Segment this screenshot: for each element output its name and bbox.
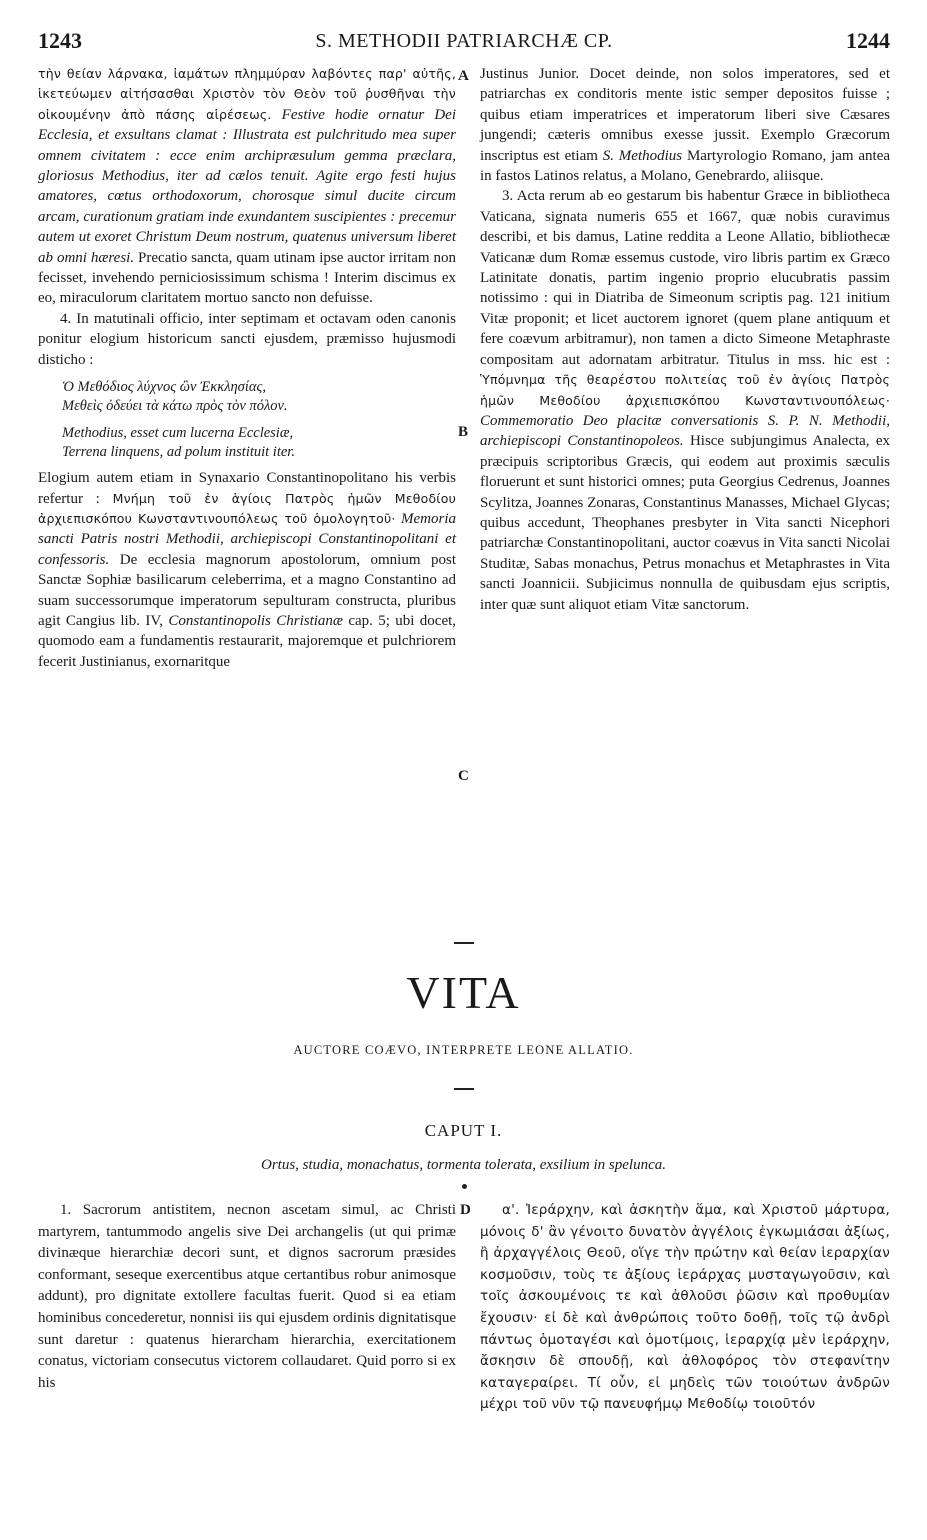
margin-letter-c: C [458, 768, 469, 784]
distich-latin-line-2: Terrena linquens, ad polum instituit iter. [62, 444, 295, 461]
section-title: VITA [406, 967, 521, 1018]
distich-greek [62, 378, 456, 416]
citation-title: Constantinopolis Christianæ [168, 612, 343, 629]
right-column-top [480, 64, 890, 615]
latin-italic-text: Memoria sancti Patris nostri Methodii, archiepiscopi Constantinopolitani et confessoris. [38, 510, 457, 568]
divider-rule [454, 1088, 474, 1090]
latin-title-italic: Commemoratio Deo placitæ conversationis S. P. N. Methodii, archiepiscopi Constantinopoleos. [480, 412, 890, 450]
paragraph-text: Hisce subjungimus Analecta, ex præcipuis scriptoribus Græcis, qui eodem aut proximis sæculis floruerunt et sunt historici omnes; puta Georgius Cedrenus, Joannes Scylitza, Joannes Zonaras, Constantinus Manasses, Michael Glycas; quibus accedunt, Theophanes presbyter in Vita sancti Nicephori patriarchæ Constantinopolitani, auctor coævus in Vita sancti Nicolai Studitæ, Sabas monachus, Petrus monachus et Metaphrastes in Vita sancti Joannicii. Subjicimus nonnulla de quibusdam ejus scriptis, inter quæ sunt aliquot etiam Vitæ sanctorum. [480, 433, 890, 613]
chapter-summary: Ortus, studia, monachatus, tormenta tolerata, exsilium in spelunca. [261, 1157, 666, 1173]
latin-paragraph-1: 1. Sacrorum antistitem, necnon ascetam simul, ac Christi martyrem, tantummodo angelis sive Dei archangelis (ut qui primæ divinæque hierarchiæ decori sunt, et dignos sacrorum præsides conformant, seseque exercentibus atque certantibus robur animosque addunt), pro dignitate extollere facultas fuerit. Quod si ea etiam hominibus concederetur, nonnisi iis qui ejusdem ordinis dignitatisque sunt daretur : quatenus hierarcham hierarchia, exercitationem conatus, victoriam consecutus victorem collaudaret. Quid porro si ex his [38, 1202, 456, 1391]
paragraph-text: Precatio sancta, quam utinam ipse auctor irritam non fecisset, invehendo perniciosissimum schisma ! Interim discimus ex eo, miraculorum claritatem mortuo sancto non defuisse. [38, 249, 456, 307]
distich-latin-line-1: Methodius, esset cum lucerna Ecclesiæ, [62, 425, 294, 442]
page-number-left: 1243 [38, 28, 82, 53]
margin-letter-d: D [460, 1202, 471, 1218]
left-column-bottom [38, 1200, 456, 1394]
running-header [38, 28, 890, 58]
paragraph-text: 3. Acta rerum ab eo gestarum bis habentur Græce in bibliotheca Vaticana, signata numeris 655 et 1667, quæ nobis curavimus describi, et bis damus, Latine reddita a Leone Allatio, bibliothecæ Vaticanæ dum Romæ essemus custode, viro libris partim ex Græco Latinitate donatis, partim ingenio proprio elucubratis passim notissimo : qui in Diatriba de Simeonum scriptis pag. 121 initium Vitæ proponit; et licet auctorem ignoret (quem plane antiquum et fere coævum arbitramur), non tamen a dicto Simeone Metaphraste compositam aut adornatam arbitratur. Titulus in mss. hic est : [480, 188, 890, 368]
latin-hymn-italic: Festive hodie ornatur Dei Ecclesia, et exsultans clamat : Illustrata est pulchritudo mea super omnem civitatem : ecce enim archipræsulum gemma præclara, gloriosus Methodius, iter ad cælos tenuit. Agite ergo festi hujus amatores, cœtus orthodoxorum, chorosque simul ducite circum arcam, curationum gratiam inde exundantem suscipientes : precemur autem ut exoret Christum Deum nostrum, quatenus universum liberet ab omni hæresi. [38, 106, 456, 266]
paragraph-text: cap. 5; ubi docet, quomodo eam a fundamentis restaurarit, majoremque et pulchriorem fecerit Justinianus, exornaritque [38, 612, 457, 670]
margin-letter-b: B [458, 424, 469, 440]
running-title: S. METHODII PATRIARCHÆ CP. [315, 30, 613, 52]
greek-text: τὴν θείαν λάρνακα, ἰαμάτων πλημμύραν λαβόντες παρ' αὐτῆς, ἱκετεύωμεν αἰτήσασθαι Χριστὸν τὸν Θεὸν τοῦ ῥυσθῆναι τὴν οἰκουμένην ἀπὸ πάσης αἱρέσεως. [38, 66, 456, 122]
margin-letter-a: A [458, 68, 469, 84]
greek-paragraph-1: α'. Ἱεράρχην, καὶ ἀσκητὴν ἅμα, καὶ Χριστοῦ μάρτυρα, μόνοις δ' ἂν γένοιτο δυνατὸν ἀγγέλοις ἐγκωμιάσαι ἀξίως, ἢ ἀρχαγγέλοις Θεοῦ, οἵγε τὴν πρώτην καὶ θείαν ἱεραρχίαν κοσμοῦσιν, τοὺς τε ἀξίους ἱεράρχας μυσταγωγοῦσιν, καὶ τοῖς ἀσκουμένοις τε καὶ ἀθλοῦσι ῥῶσιν καὶ προθυμίαν ἔχουσιν· εἰ δὲ καὶ ἀνθρώποις τοῦτο δοθῇ, τοῖς τῷ ἀνδρὶ πάντως ὁμοταγέσι καὶ ὁμοτίμοις, ἱεραρχίᾳ μὲν ἱεράρχην, ἄσκησιν δὲ σπουδῇ, καὶ ἀθλοφόρος τὸν στεφανίτην καταγεραίρει. Τί οὖν, εἰ μηδεὶς τῶν τοιούτων ἀνδρῶν μέχρι τοῦ νῦν τῷ πανευφήμῳ Μεθοδίῳ τοιοῦτόν [480, 1202, 890, 1413]
chapter-heading: CAPUT I. [424, 1121, 503, 1140]
paragraph-text: Martyrologio Romano, jam antea in fastos Latinos relatus, a Molano, Genebrardo, aliisque. [480, 147, 891, 185]
distich-greek-line-2: Μεθεὶς ὀδεύει τὰ κάτω πρὸς τὸν πόλον. [62, 398, 288, 415]
greek-text: Μνήμη τοῦ ἐν ἁγίοις Πατρὸς ἡμῶν Μεθοδίου ἀρχιεπισκόπου Κωνσταντινουπόλεως τοῦ ὁμολογητοῦ· [38, 490, 457, 526]
greek-title: Ὑπόμνημα τῆς θεαρέστου πολιτείας τοῦ ἐν ἁγίοις Πατρὸς ἡμῶν Μεθοδίου ἀρχιεπισκόπου Κωνσταντινουπόλεως· [480, 372, 890, 408]
divider-rule [454, 942, 474, 944]
paragraph-text: De ecclesia magnorum apostolorum, omnium post Sanctæ Sophiæ basilicarum celeberrima, et a magno Constantino ad suam successorumque imperatorum sepulturam constructa, pluribus agit Cangius lib. IV, [38, 551, 456, 629]
section-subtitle: AUCTORE COÆVO, INTERPRETE LEONE ALLATIO. [293, 1043, 634, 1057]
distich-greek-line-1: Ὁ Μεθόδιος λύχνος ὢν Ἐκκλησίας, [62, 379, 266, 396]
paragraph-text: Justinus Junior. Docet deinde, non solos imperatores, sed et patriarchas ex conditoris mente istic semper depositos fuisse ; quibus etiam imperatrices et imperatorum liberi sive Cæsares jungendi; cæteris omnibus exesse jussit. Exemplo Græcorum inscriptus est etiam [480, 66, 890, 164]
paragraph-4: 4. In matutinali officio, inter septimam et octavam oden canonis ponitur elogium historicum sancti ejusdem, præmisso hujusmodi disticho : [38, 310, 456, 368]
paragraph-text: Elogium autem etiam in Synaxario Constantinopolitano his verbis refertur : [38, 470, 456, 507]
left-column-top [38, 64, 456, 672]
distich-latin [62, 424, 456, 462]
right-column-bottom [480, 1200, 890, 1416]
page-number-right: 1244 [846, 28, 890, 53]
ornament-dot [462, 1184, 467, 1189]
saint-name: S. Methodius [602, 147, 683, 164]
